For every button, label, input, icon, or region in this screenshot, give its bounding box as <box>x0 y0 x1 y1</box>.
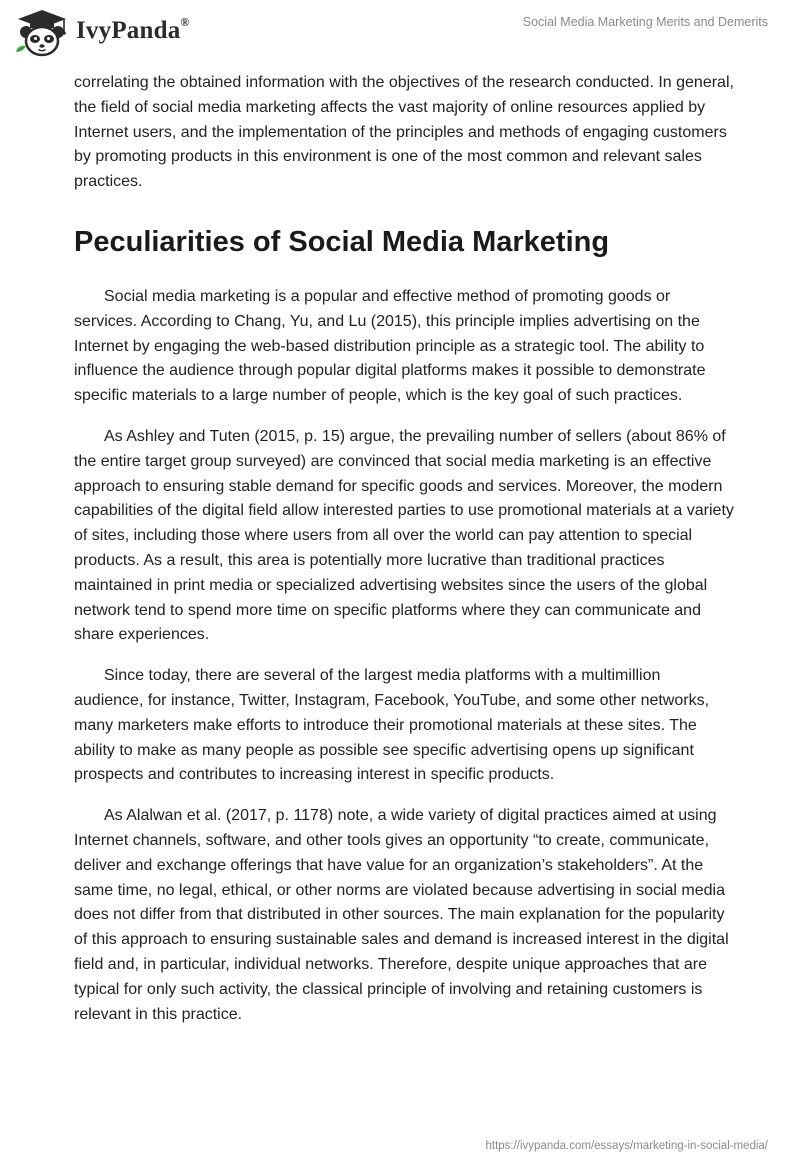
intro-paragraph: correlating the obtained information with the objectives of the research conducted. In general, the field of social media marketing affects the vast majority of online resources applied by Internet users, and the implementation of the principles and methods of engaging customers by promoting products in this environment is one of the most common and relevant sales practices. <box>74 74 734 191</box>
panda-graduate-icon <box>14 8 70 60</box>
paragraph-2: As Ashley and Tuten (2015, p. 15) argue, the prevailing number of sellers (about 86% of the entire target group surveyed) are convinced that social media marketing is an effective approach to ensuring stable demand for specific goods and services. Moreover, the modern capabilities of the digital field allow interested parties to use promotional materials at a variety of sites, including those where users from all over the world can pay attention to special products. As a result, this area is potentially more lucrative than traditional practices maintained in print media or specialized advertising websites since the users of the global network tend to spend more time on specific platforms where they can communicate and share experiences. <box>74 427 734 644</box>
registered-mark: ® <box>180 15 190 29</box>
page-header <box>0 0 800 70</box>
paragraph-3: Since today, there are several of the largest media platforms with a multimillion audience, for instance, Twitter, Instagram, Facebook, YouTube, and some other networks, many marketers make efforts to introduce their promotional materials at these sites. The ability to make as many people as possible see specific advertising opens up significant prospects and contributes to increasing interest in specific products. <box>74 667 710 784</box>
document-title: Social Media Marketing Merits and Demerits <box>522 15 768 29</box>
logo-wordmark: IvyPanda® <box>76 15 190 44</box>
paragraph-4: As Alalwan et al. (2017, p. 1178) note, a wide variety of digital practices aimed at using Internet channels, software, and other tools gives an opportunity “to create, communicate, deliver and exchange offerings that have value for an organization’s stakeholders”. At the same time, no legal, ethical, or other norms are violated because advertising in social media does not differ from that distributed in other sources. The main explanation for the popularity of this approach to ensuring sustainable sales and demand is increased interest in the digital field and, in particular, individual networks. Therefore, despite unique approaches that are typical for only such activity, the classical principle of involving and retaining customers is relevant in this practice. <box>74 807 729 1023</box>
section-heading: Peculiarities of Social Media Marketing <box>74 225 610 258</box>
paragraph-1: Social media marketing is a popular and effective method of promoting goods or services. According to Chang, Yu, and Lu (2015), this principle implies advertising on the Internet by engaging the web-based distribution principle as a strategic tool. The ability to influence the audience through popular digital platforms makes it possible to demonstrate specific materials to a large number of people, which is the key goal of such practices. <box>74 287 706 405</box>
ivypanda-logo[interactable] <box>14 8 190 60</box>
article-body <box>74 71 734 1043</box>
source-url-link[interactable]: https://ivypanda.com/essays/marketing-in-social-media/ <box>485 1140 768 1152</box>
